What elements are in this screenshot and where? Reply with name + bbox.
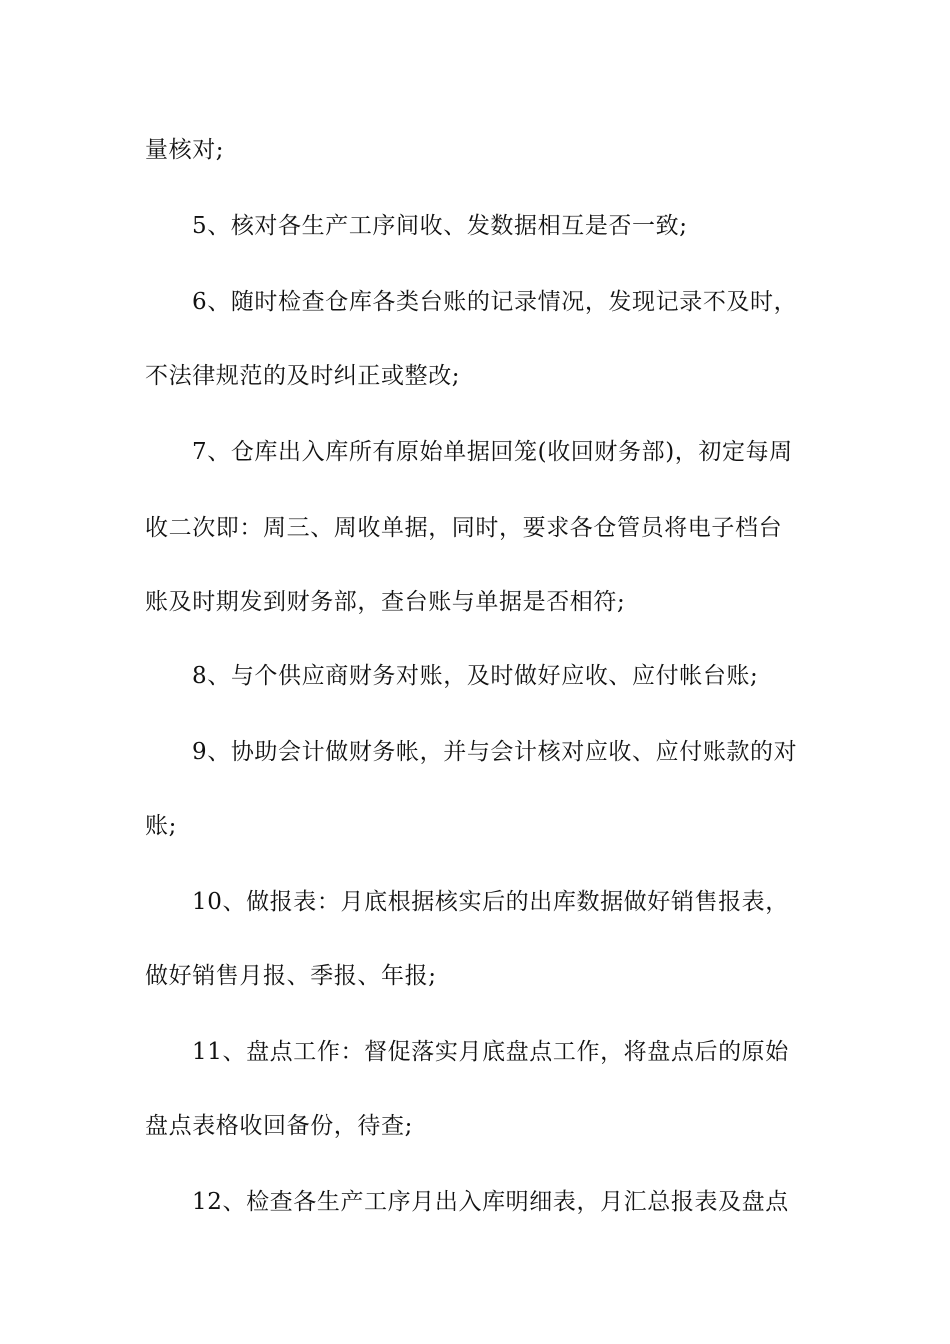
item-11-line-2: 盘点表格收回备份，待查; [145, 1113, 413, 1139]
item-8-line: 8、与个供应商财务对账，及时做好应收、应付帐台账; [192, 663, 759, 689]
item-11-line-1: 11、盘点工作：督促落实月底盘点工作，将盘点后的原始 [192, 1039, 789, 1065]
item-12-line-1: 12、检查各生产工序月出入库明细表，月汇总报表及盘点 [192, 1189, 789, 1215]
item-7-line-3: 账及时期发到财务部，查台账与单据是否相符; [145, 589, 626, 615]
item-9-line-2: 账; [145, 813, 177, 839]
item-10-line-1: 10、做报表：月底根据核实后的出库数据做好销售报表， [192, 889, 789, 915]
item-7-line-1: 7、仓库出入库所有原始单据回笼(收回财务部)，初定每周 [192, 439, 793, 465]
item-5-line: 5、核对各生产工序间收、发数据相互是否一致; [192, 213, 688, 239]
item-6-line-1: 6、随时检查仓库各类台账的记录情况，发现记录不及时， [192, 289, 798, 315]
item-7-line-2: 收二次即：周三、周收单据，同时，要求各仓管员将电子档台 [145, 515, 783, 541]
item-10-line-2: 做好销售月报、季报、年报; [145, 963, 437, 989]
text-line: 量核对; [145, 137, 225, 163]
item-9-line-1: 9、协助会计做财务帐，并与会计核对应收、应付账款的对 [192, 739, 798, 765]
item-6-line-2: 不法律规范的及时纠正或整改; [145, 363, 461, 389]
